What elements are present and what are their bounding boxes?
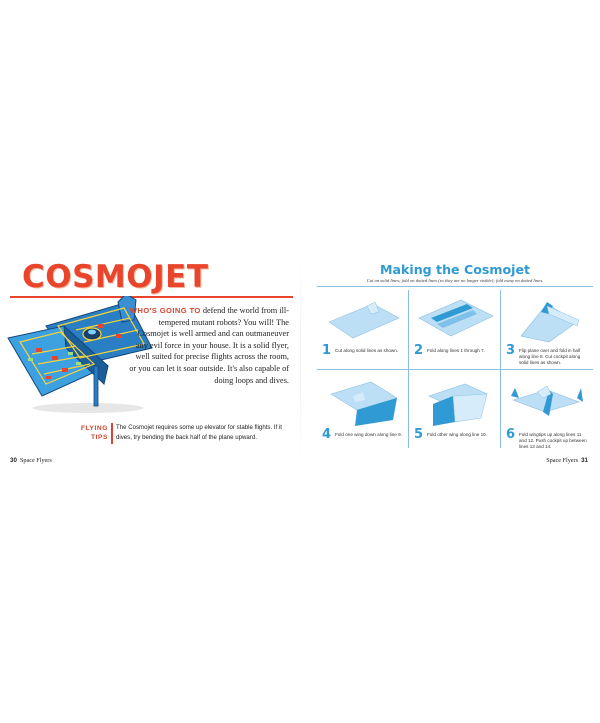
left-page-number: 30 — [10, 457, 17, 464]
step-number: 2 — [414, 343, 424, 358]
instructions-subtitle: Cut on solid lines; fold on dotted lines (so they are no longer visible); fold away on dotted lines. — [366, 278, 544, 283]
step-1-diagram — [323, 292, 403, 344]
right-page-number: 31 — [581, 457, 588, 464]
step-text: Fold one wing down along line 9. — [335, 432, 402, 437]
flying-tips-label-line1: FLYING — [80, 425, 108, 432]
steps-grid — [317, 286, 593, 452]
step-text: Fold along lines 1 through 7. — [427, 348, 485, 353]
step-number: 1 — [322, 343, 332, 358]
flying-tips-label-line2: TIPS — [90, 434, 108, 441]
step-number: 4 — [322, 427, 332, 442]
step-3-diagram — [507, 292, 587, 344]
left-folio — [10, 457, 52, 464]
step-text: Fold other wing along line 10. — [427, 432, 488, 437]
step-4 — [317, 370, 409, 453]
intro-body: defend the world from ill-tempered mutant robots? You will! The Cosmojet is well armed and can outmaneuver any evil force in your house. It is a solid flyer, well suited for precise flights across the room, or you can let it soar outside. It's also capable of doing loops and dives. — [129, 306, 289, 385]
step-6 — [501, 370, 593, 453]
step-text: Fold wingtips up along lines 11 and 12. Push cockpit up between lines 13 and 14. — [519, 432, 587, 450]
page-title: COSMOJET — [22, 259, 209, 295]
flying-tips-label — [70, 424, 108, 442]
step-number: 3 — [506, 343, 516, 358]
step-text: Flip plane over and fold in half along line 8. Cut cockpit along solid lines as shown. — [519, 348, 581, 366]
instructions-title: Making the Cosmojet — [379, 262, 531, 277]
step-4-diagram — [323, 376, 403, 428]
left-section-name: Space Flyers — [19, 457, 52, 464]
step-number: 5 — [414, 427, 424, 442]
step-5 — [409, 370, 501, 453]
intro-lead: WHO'S GOING TO — [129, 306, 201, 315]
step-number: 6 — [506, 427, 516, 442]
step-text: Cut along solid lines as shown. — [335, 348, 399, 353]
step-2-diagram — [415, 292, 495, 344]
step-3 — [501, 286, 593, 369]
step-5-diagram — [415, 376, 495, 428]
flying-tips-text: The Cosmojet requires some up elevator for stable flights. If it dives, try bending the back half of the plane upward. — [116, 424, 282, 441]
right-section-name: Space Flyers — [546, 457, 579, 464]
intro-paragraph — [129, 305, 289, 386]
tips-divider — [111, 423, 113, 444]
step-6-diagram — [507, 376, 587, 428]
page-fold — [300, 250, 301, 470]
step-1 — [317, 286, 409, 369]
right-folio — [546, 457, 588, 464]
step-2 — [409, 286, 501, 369]
